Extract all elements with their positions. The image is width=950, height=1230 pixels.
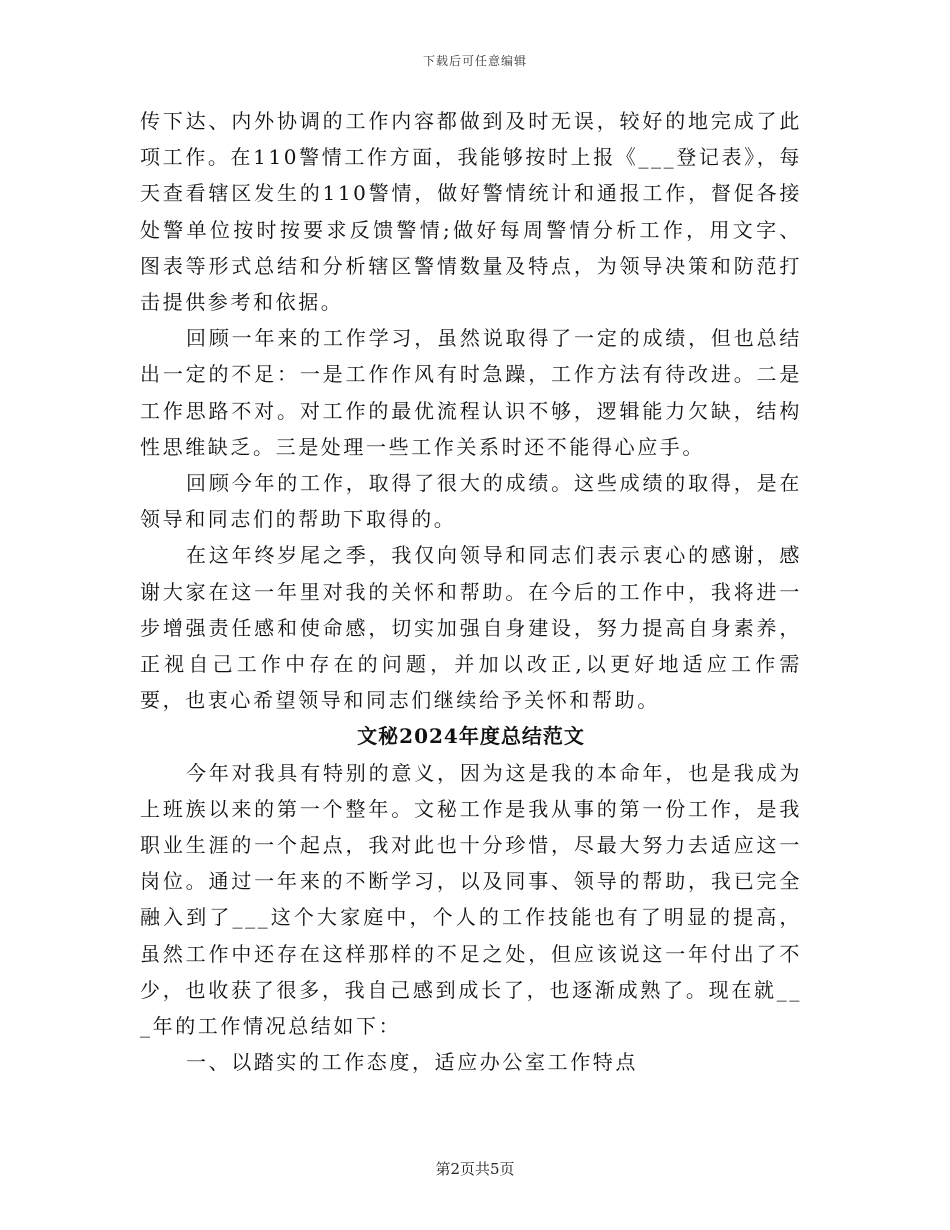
paragraph-review-shortcomings: 回顾一年来的工作学习，虽然说取得了一定的成绩，但也总结出一定的不足：一是工作作风有时急躁，工作方法有待改进。二是工作思路不对。对工作的最优流程认识不够，逻辑能力欠缺，结构性思维缺乏。三是处理一些工作关系时还不能得心应手。: [140, 326, 802, 459]
document-body: [140, 103, 802, 1080]
paragraph-intro: 今年对我具有特别的意义，因为这是我的本命年，也是我成为上班族以来的第一个整年。文秘工作是我从事的第一份工作，是我职业生涯的一个起点，我对此也十分珍惜，尽最大努力去适应这一岗位。通过一年来的不断学习，以及同事、领导的帮助，我已完全融入到了___这个大家庭中，个人的工作技能也有了明显的提高，虽然工作中还存在这样那样的不足之处，但应该说这一年付出了不少，也收获了很多，我自己感到成长了，也逐渐成熟了。现在就___年的工作情况总结如下：: [140, 760, 802, 1039]
paragraph-review-achievements: 回顾今年的工作，取得了很大的成绩。这些成绩的取得，是在领导和同志们的帮助下取得的。: [140, 471, 802, 532]
paragraph-continued: 传下达、内外协调的工作内容都做到及时无误，较好的地完成了此项工作。在110警情工作方面，我能够按时上报《___登记表》，每天查看辖区发生的110警情，做好警情统计和通报工作，督促各接处警单位按时按要求反馈警情;做好每周警情分析工作，用文字、图表等形式总结和分析辖区警情数量及特点，为领导决策和防范打击提供参考和依据。: [140, 109, 802, 315]
section-title: 文秘2024年度总结范文: [357, 724, 585, 749]
header-note: 下载后可任意编辑: [422, 54, 527, 68]
section-heading-1: 一、以踏实的工作态度，适应办公室工作特点: [186, 1050, 638, 1075]
paragraph-thanks: 在这年终岁尾之季，我仅向领导和同志们表示衷心的感谢，感谢大家在这一年里对我的关怀和帮助。在今后的工作中，我将进一步增强责任感和使命感，切实加强自身建设，努力提高自身素养，正视自己工作中存在的问题，并加以改正,以更好地适应工作需要，也衷心希望领导和同志们继续给予关怀和帮助。: [140, 543, 802, 713]
page-number: 第2页共5页: [435, 1160, 515, 1178]
